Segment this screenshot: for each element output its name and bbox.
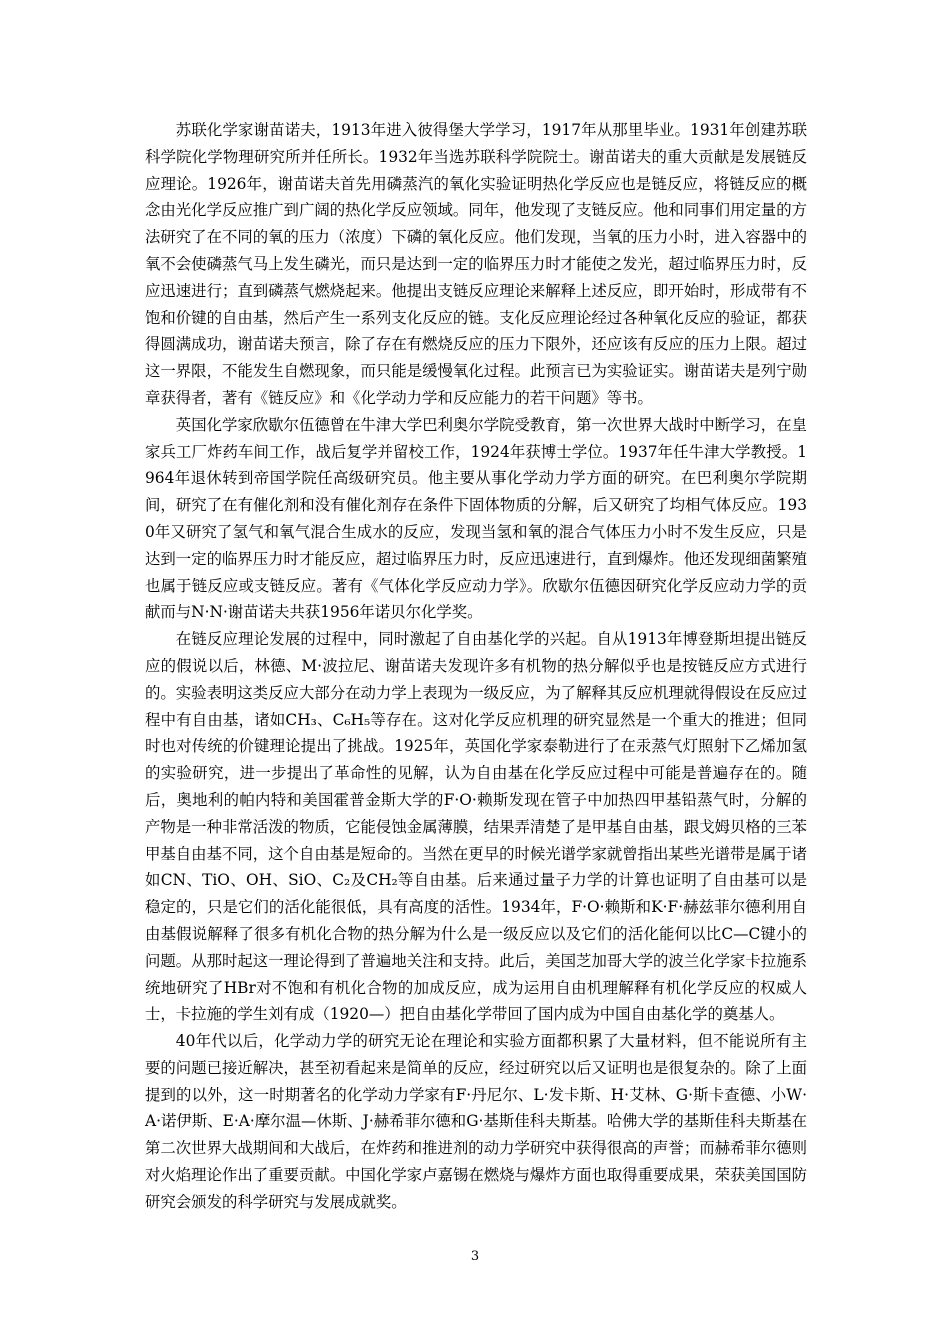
paragraph-1940s-kinetics: 40年代以后，化学动力学的研究无论在理论和实验方面都积累了大量材料，但不能说所有主要的问题已接近解决，甚至初看起来是简单的反应，经过研究以后又证明也是很复杂的。除了上面提到的以外，这一时期著名的化学动力学家有F·丹尼尔、L·发卡斯、H·艾林、G·斯卡查德、小W·A·诺伊斯、E·A·摩尔温—休斯、J·赫希菲尔德和G·基斯佳科夫斯基。哈佛大学的基斯佳科夫斯基在第二次世界大战期间和大战后，在炸药和推进剂的动力学研究中获得很高的声誉；而赫希菲尔德则对火焰理论作出了重要贡献。中国化学家卢嘉锡在燃烧与爆炸方面也取得重要成果，荣获美国国防研究会颁发的科学研究与发展成就奖。 bbox=[145, 1032, 807, 1211]
document-body bbox=[145, 117, 807, 1216]
paragraph-free-radical-chemistry: 在链反应理论发展的过程中，同时激起了自由基化学的兴起。自从1913年博登斯坦提出链反应的假说以后，林德、M·波拉尼、谢苗诺夫发现许多有机物的热分解似乎也是按链反应方式进行的。实验表明这类反应大部分在动力学上表现为一级反应，为了解释其反应机理就得假设在反应过程中有自由基，诸如CH₃、C₆H₅等存在。这对化学反应机理的研究显然是一个重大的推进；但同时也对传统的价键理论提出了挑战。1925年，英国化学家泰勒进行了在汞蒸气灯照射下乙烯加氢的实验研究，进一步提出了革命性的见解，认为自由基在化学反应过程中可能是普遍存在的。随后，奥地利的帕内特和美国霍普金斯大学的F·O·赖斯发现在管子中加热四甲基铅蒸气时，分解的产物是一种非常活泼的物质，它能侵蚀金属薄膜，结果弄清楚了是甲基自由基，跟戈姆贝格的三苯甲基自由基不同，这个自由基是短命的。当然在更早的时候光谱学家就曾指出某些光谱带是属于诸如CN、TiO、OH、SiO、C₂及CH₂等自由基。后来通过量子力学的计算也证明了自由基可以是稳定的，只是它们的活化能很低，具有高度的活性。1934年，F·O·赖斯和K·F·赫兹菲尔德利用自由基假说解释了很多有机化合物的热分解为什么是一级反应以及它们的活化能何以比C—C键小的问题。从那时起这一理论得到了普遍地关注和支持。此后，美国芝加哥大学的波兰化学家卡拉施系统地研究了HBr对不饱和有机化合物的加成反应，成为运用自由机理解释有机化学反应的权威人士，卡拉施的学生刘有成（1920—）把自由基化学带回了国内成为中国自由基化学的奠基人。 bbox=[145, 630, 807, 1024]
paragraph-semenov: 苏联化学家谢苗诺夫，1913年进入彼得堡大学学习，1917年从那里毕业。1931年创建苏联科学院化学物理研究所并任所长。1932年当选苏联科学院院士。谢苗诺夫的重大贡献是发展链反应理论。1926年，谢苗诺夫首先用磷蒸汽的氧化实验证明热化学反应也是链反应，将链反应的概念由光化学反应推广到广阔的热化学反应领域。同年，他发现了支链反应。他和同事们用定量的方法研究了在不同的氧的压力（浓度）下磷的氧化反应。他们发现，当氧的压力小时，进入容器中的氧不会使磷蒸气马上发生磷光，而只是达到一定的临界压力时才能使之发光，超过临界压力时，反应迅速进行；直到磷蒸气燃烧起来。他提出支链反应理论来解释上述反应，即开始时，形成带有不饱和价键的自由基，然后产生一系列支化反应的链。支化反应理论经过各种氧化反应的验证，都获得圆满成功，谢苗诺夫预言，除了存在有燃烧反应的压力下限外，还应该有反应的压力上限。超过这一界限，不能发生自燃现象，而只能是缓慢氧化过程。此预言已为实验证实。谢苗诺夫是列宁勋章获得者，著有《链反应》和《化学动力学和反应能力的若干问题》等书。 bbox=[145, 121, 807, 407]
paragraph-hinshelwood: 英国化学家欣歇尔伍德曾在牛津大学巴利奥尔学院受教育，第一次世界大战时中断学习，在皇家兵工厂炸药车间工作，战后复学并留校工作，1924年获博士学位。1937年任牛津大学教授。1964年退休转到帝国学院任高级研究员。他主要从事化学动力学方面的研究。在巴利奥尔学院期间，研究了在有催化剂和没有催化剂存在条件下固体物质的分解，后又研究了均相气体反应。1930年又研究了氢气和氧气混合生成水的反应，发现当氢和氧的混合气体压力小时不发生反应，只是达到一定的临界压力时才能反应，超过临界压力时，反应迅速进行，直到爆炸。他还发现细菌繁殖也属于链反应或支链反应。著有《气体化学反应动力学》。欣歇尔伍德因研究化学反应动力学的贡献而与N·N·谢苗诺夫共获1956年诺贝尔化学奖。 bbox=[145, 415, 807, 622]
page-number: 3 bbox=[470, 1249, 480, 1264]
